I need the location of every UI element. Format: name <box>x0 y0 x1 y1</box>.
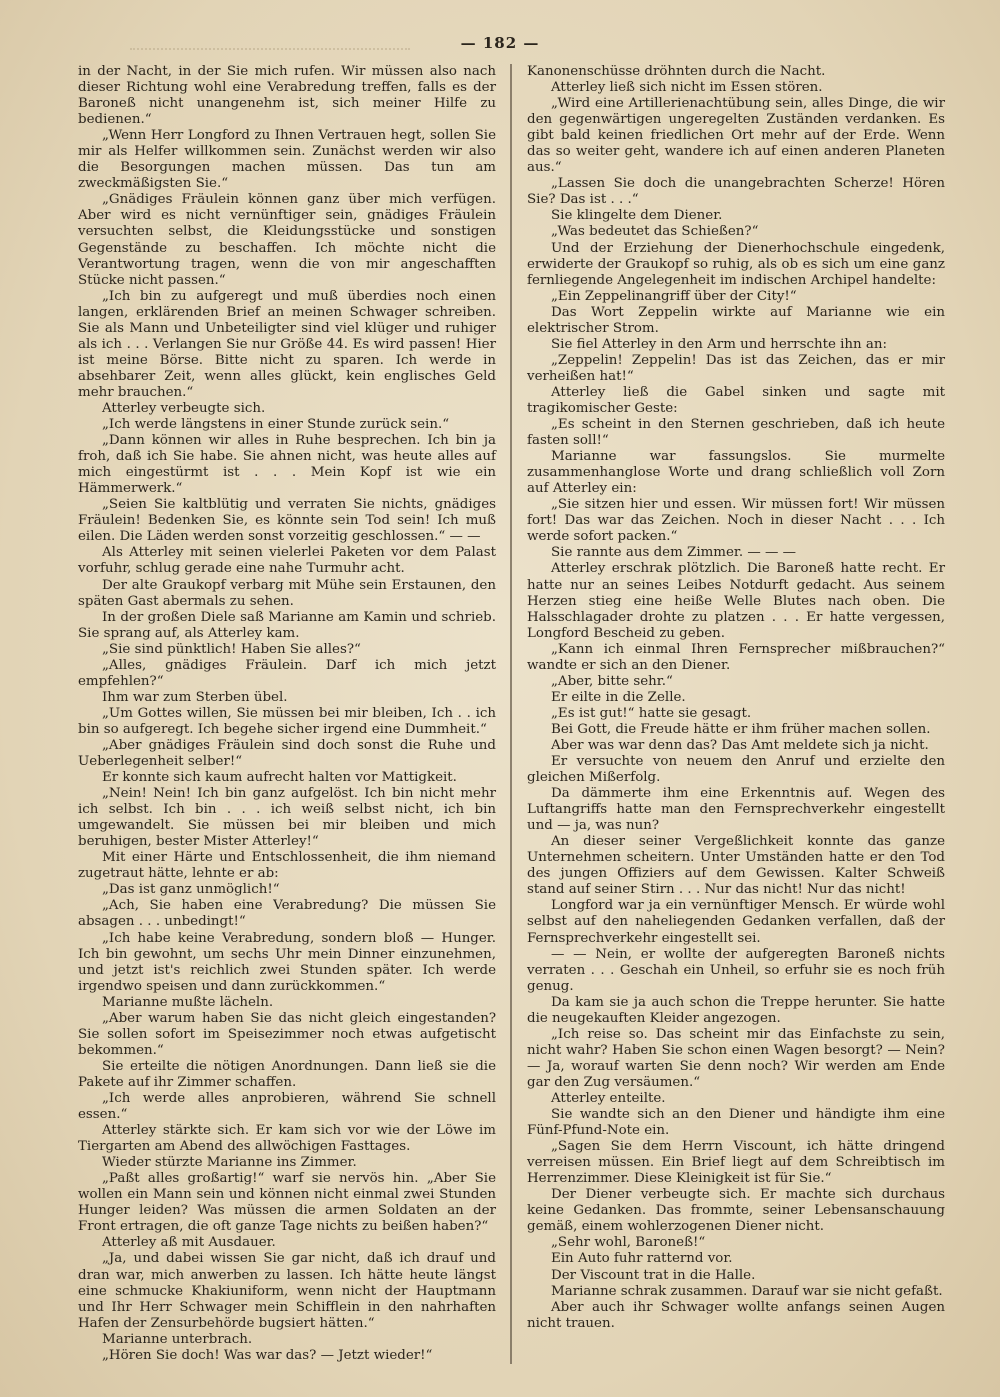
paragraph: Atterley erschrak plötzlich. Die Baroneß hatte recht. Er hatte nur an seines Leibes Notdurft gedacht. Aus seinem Herzen stieg eine heiße Welle Blutes nach oben. Die Halsschlagader drohte zu platzen . . . Er hatte vergessen, Longford Bescheid zu geben. <box>527 561 945 641</box>
paragraph: Kanonenschüsse dröhnten durch die Nacht. <box>527 64 826 79</box>
paragraph: Der alte Graukopf verbarg mit Mühe sein Erstaunen, den späten Gast abermals zu sehen. <box>78 577 496 609</box>
paragraph: „Dann können wir alles in Ruhe besprechen. Ich bin ja froh, daß ich Sie habe. Sie ahnen nicht, was heute alles auf mich eingestürmt ist . . . Mein Kopf ist wie ein Hämmerwerk.“ <box>78 433 496 497</box>
paragraph: „Lassen Sie doch die unangebrachten Scherze! Hören Sie? Das ist . . .“ <box>527 176 945 208</box>
page-number: — 182 — <box>460 34 540 52</box>
paragraph: „Paßt alles großartig!“ warf sie nervös hin. „Aber Sie wollen ein Mann sein und können nicht einmal zwei Stunden Hunger leiden? Was müssen die armen Soldaten an der Front ertragen, die oft ganze Tage nichts zu beißen haben?“ <box>78 1171 496 1235</box>
paragraph: „Aber gnädiges Fräulein sind doch sonst die Ruhe und Ueberlegenheit selber!“ <box>78 737 496 770</box>
paragraph: In der großen Diele saß Marianne am Kamin und schrieb. Sie sprang auf, als Atterley kam. <box>78 609 496 641</box>
paragraph: „Ich werde alles anprobieren, während Sie schnell essen.“ <box>78 1091 496 1123</box>
paragraph: An dieser seiner Vergeßlichkeit konnte das ganze Unternehmen scheitern. Unter Umständen hatte er den Tod des jungen Offiziers auf dem Gewissen. Kalter Schweiß stand auf seiner Stirn . . . Nur das nicht! Nur das nicht! <box>527 834 945 898</box>
paragraph: — — Nein, er wollte der aufgeregten Baroneß nichts verraten . . . Geschah ein Unheil, so erfuhr sie es noch früh genug. <box>527 946 945 994</box>
paragraph: Bei Gott, die Freude hätte er ihm früher machen sollen. <box>551 721 931 737</box>
paragraph: „Kann ich einmal Ihren Fernsprecher mißbrauchen?“ wandte er sich an den Diener. <box>527 641 945 673</box>
paragraph: „Ich bin zu aufgeregt und muß überdies noch einen langen, erklärenden Brief an meinen Schwager schreiben. Sie als Mann und Unbeteiligter sind viel klüger und ruhiger als ich . . . Verlangen Sie nur Größe 44. Es wird passen! Hier ist meine Börse. Bitte nicht zu sparen. Ich werde in absehbarer Zeit, wenn alles glückt, kein englisches Geld mehr brauchen.“ <box>78 288 496 400</box>
paragraph: „Hören Sie doch! Was war das? — Jetzt wieder!“ <box>102 1347 433 1363</box>
paragraph: „Sehr wohl, Baroneß!“ <box>551 1235 706 1251</box>
paragraph: Er eilte in die Zelle. <box>551 689 686 705</box>
paragraph: Aber auch ihr Schwager wollte anfangs seinen Augen nicht trauen. <box>527 1299 945 1331</box>
paragraph: „Es scheint in den Sternen geschrieben, daß ich heute fasten soll!“ <box>527 417 945 449</box>
paragraph: Der Diener verbeugte sich. Er machte sich durchaus keine Gedanken. Das frommte, seiner Lebensanschauung gemäß, einem wohlerzogenen Diener nicht. <box>527 1187 945 1235</box>
paragraph: „Aber, bitte sehr.“ <box>551 673 673 689</box>
paragraph: Sie rannte aus dem Zimmer. — — — <box>551 545 797 561</box>
paragraph: „Sie sind pünktlich! Haben Sie alles?“ <box>102 641 361 657</box>
paragraph: „Aber warum haben Sie das nicht gleich eingestanden? Sie sollen sofort im Speisezimmer noch etwas aufgetischt bekommen.“ <box>78 1010 496 1058</box>
paragraph: „Ich werde längstens in einer Stunde zurück sein.“ <box>102 417 450 433</box>
paragraph: Atterley verbeugte sich. <box>102 400 266 416</box>
paragraph: Sie erteilte die nötigen Anordnungen. Dann ließ sie die Pakete auf ihr Zimmer schaffen. <box>78 1058 496 1090</box>
paragraph: Marianne unterbrach. <box>102 1331 253 1347</box>
right-text-column <box>527 64 945 1332</box>
paragraph: „Ich reise so. Das scheint mir das Einfachste zu sein, nicht wahr? Haben Sie schon einen Wagen besorgt? — Nein? — Ja, worauf warten Sie denn noch? Wir werden am Ende gar den Zug versäumen.“ <box>527 1026 945 1090</box>
paragraph: „Alles, gnädiges Fräulein. Darf ich mich jetzt empfehlen?“ <box>78 657 496 689</box>
paragraph: Wieder stürzte Marianne ins Zimmer. <box>102 1155 357 1171</box>
paragraph: „Das ist ganz unmöglich!“ <box>102 882 280 898</box>
paragraph: „Sagen Sie dem Herrn Viscount, ich hätte dringend verreisen müssen. Ein Brief liegt auf dem Schreibtisch im Herrenzimmer. Diese Kleinigkeit ist für Sie.“ <box>527 1139 945 1187</box>
paragraph: „Um Gottes willen, Sie müssen bei mir bleiben, Ich . . ich bin so aufgeregt. Ich begehe sicher irgend eine Dummheit.“ <box>78 705 496 737</box>
paragraph: Longford war ja ein vernünftiger Mensch. Er würde wohl selbst auf den naheliegenden Gedanken verfallen, daß der Fernsprechverkehr eingestellt sei. <box>527 898 945 946</box>
paragraph: „Wenn Herr Longford zu Ihnen Vertrauen hegt, sollen Sie mir als Helfer willkommen sein. Zunächst werden wir also die Besorgungen machen müssen. Das tun am zweckmäßigsten Sie.“ <box>78 128 496 192</box>
paragraph: Da kam sie ja auch schon die Treppe herunter. Sie hatte die neugekauften Kleider angezogen. <box>527 994 945 1026</box>
paragraph: Atterley ließ die Gabel sinken und sagte mit tragikomischer Geste: <box>527 384 945 416</box>
paragraph: Sie fiel Atterley in den Arm und herrschte ihn an: <box>551 336 888 352</box>
paragraph: „Sie sitzen hier und essen. Wir müssen fort! Wir müssen fort! Das war das Zeichen. Noch in dieser Nacht . . . Ich werde sofort packen.“ <box>527 497 945 545</box>
column-divider <box>510 64 512 1364</box>
paragraph: Der Viscount trat in die Halle. <box>551 1267 756 1283</box>
paragraph: Ihm war zum Sterben übel. <box>102 689 288 705</box>
paragraph: Atterley stärkte sich. Er kam sich vor wie der Löwe im Tiergarten am Abend des allwöchigen Fasttages. <box>78 1123 496 1155</box>
paragraph: Atterley enteilte. <box>551 1091 666 1106</box>
paragraph: Und der Erziehung der Dienerhochschule eingedenk, erwiderte der Graukopf so ruhig, als ob es sich um eine ganz fernliegende Angelegenheit im indischen Archipel handelte: <box>527 240 945 288</box>
paragraph: Sie wandte sich an den Diener und händigte ihm eine Fünf-Pfund-Note ein. <box>527 1107 945 1139</box>
paragraph: Marianne mußte lächeln. <box>102 994 274 1010</box>
paragraph: „Zeppelin! Zeppelin! Das ist das Zeichen, das er mir verheißen hat!“ <box>527 352 945 384</box>
paragraph: Ein Auto fuhr ratternd vor. <box>551 1251 733 1267</box>
paragraph: in der Nacht, in der Sie mich rufen. Wir müssen also nach dieser Richtung wohl eine Verabredung treffen, falls es der Baroneß nicht unangenehm ist, sich meiner Hilfe zu bedienen.“ <box>78 64 496 128</box>
paragraph: „Ich habe keine Verabredung, sondern bloß — Hunger. Ich bin gewohnt, um sechs Uhr mein Dinner einzunehmen, und jetzt ist's reichlich zwei Stunden später. Ich werde irgendwo speisen und dann zurückkommen.“ <box>78 930 496 994</box>
paragraph: Atterley ließ sich nicht im Essen stören. <box>551 80 823 96</box>
paragraph: Aber was war denn das? Das Amt meldete sich ja nicht. <box>551 737 929 753</box>
paragraph: Er versuchte von neuem den Anruf und erzielte den gleichen Mißerfolg. <box>527 754 945 786</box>
paragraph: „Wird eine Artillerienachtübung sein, alles Dinge, die wir den gegenwärtigen ungeregelten Zuständen verdanken. Es gibt bald keinen friedlichen Ort mehr auf der Erde. Wenn das so weiter geht, wandere ich auf einen anderen Planeten aus.“ <box>527 96 945 176</box>
paragraph: Mit einer Härte und Entschlossenheit, die ihm niemand zugetraut hätte, lehnte er ab: <box>78 850 496 882</box>
left-text-column <box>78 64 496 1364</box>
paragraph: Das Wort Zeppelin wirkte auf Marianne wie ein elektrischer Strom. <box>527 304 945 336</box>
paragraph: „Ein Zeppelinangriff über der City!“ <box>551 288 797 304</box>
paragraph: Als Atterley mit seinen vielerlei Paketen vor dem Palast vorfuhr, schlug gerade eine nahe Turmuhr acht. <box>78 545 496 577</box>
paragraph: „Es ist gut!“ hatte sie gesagt. <box>551 705 752 721</box>
paragraph: „Gnädiges Fräulein können ganz über mich verfügen. Aber wird es nicht vernünftiger sein, gnädiges Fräulein versuchten selbst, die Kleidungsstücke und sonstigen Gegenstände zu beschaffen. Ich möchte nicht die Verantwortung tragen, wenn die von mir angeschafften Stücke nicht passen.“ <box>78 192 496 288</box>
paragraph: Da dämmerte ihm eine Erkenntnis auf. Wegen des Luftangriffs hatte man den Fernsprechverkehr eingestellt und — ja, was nun? <box>527 786 945 834</box>
paragraph: Atterley aß mit Ausdauer. <box>102 1235 276 1251</box>
paragraph: „Nein! Nein! Ich bin ganz aufgelöst. Ich bin nicht mehr ich selbst. Ich bin . . . ich weiß selbst nicht, ich bin umgewandelt. Sie müssen bei mir bleiben und mich beruhigen, bester Mister Atterley!“ <box>78 786 496 850</box>
paragraph: Sie klingelte dem Diener. <box>551 208 723 224</box>
paragraph: Marianne war fassungslos. Sie murmelte zusammenhanglose Worte und drang schließlich voll Zorn auf Atterley ein: <box>527 449 945 497</box>
paragraph: Er konnte sich kaum aufrecht halten vor Mattigkeit. <box>102 770 457 786</box>
paragraph: „Seien Sie kaltblütig und verraten Sie nichts, gnädiges Fräulein! Bedenken Sie, es könnte sein Tod sein! Ich muß eilen. Die Läden werden sonst vorzeitig geschlossen.“ — — <box>78 497 496 545</box>
paragraph: Marianne schrak zusammen. Darauf war sie nicht gefaßt. <box>551 1283 943 1299</box>
paragraph: „Ja, und dabei wissen Sie gar nicht, daß ich drauf und dran war, mich anwerben zu lassen. Ich hätte heute längst eine schmucke Khakiuniform, wenn nicht der Hauptmann und Ihr Herr Schwager mein Schifflein in den nahrhaften Hafen der Zensurbehörde bugsiert hätten.“ <box>78 1251 496 1331</box>
paragraph: „Was bedeutet das Schießen?“ <box>551 224 759 240</box>
paragraph: „Ach, Sie haben eine Verabredung? Die müssen Sie absagen . . . unbedingt!“ <box>78 898 496 930</box>
